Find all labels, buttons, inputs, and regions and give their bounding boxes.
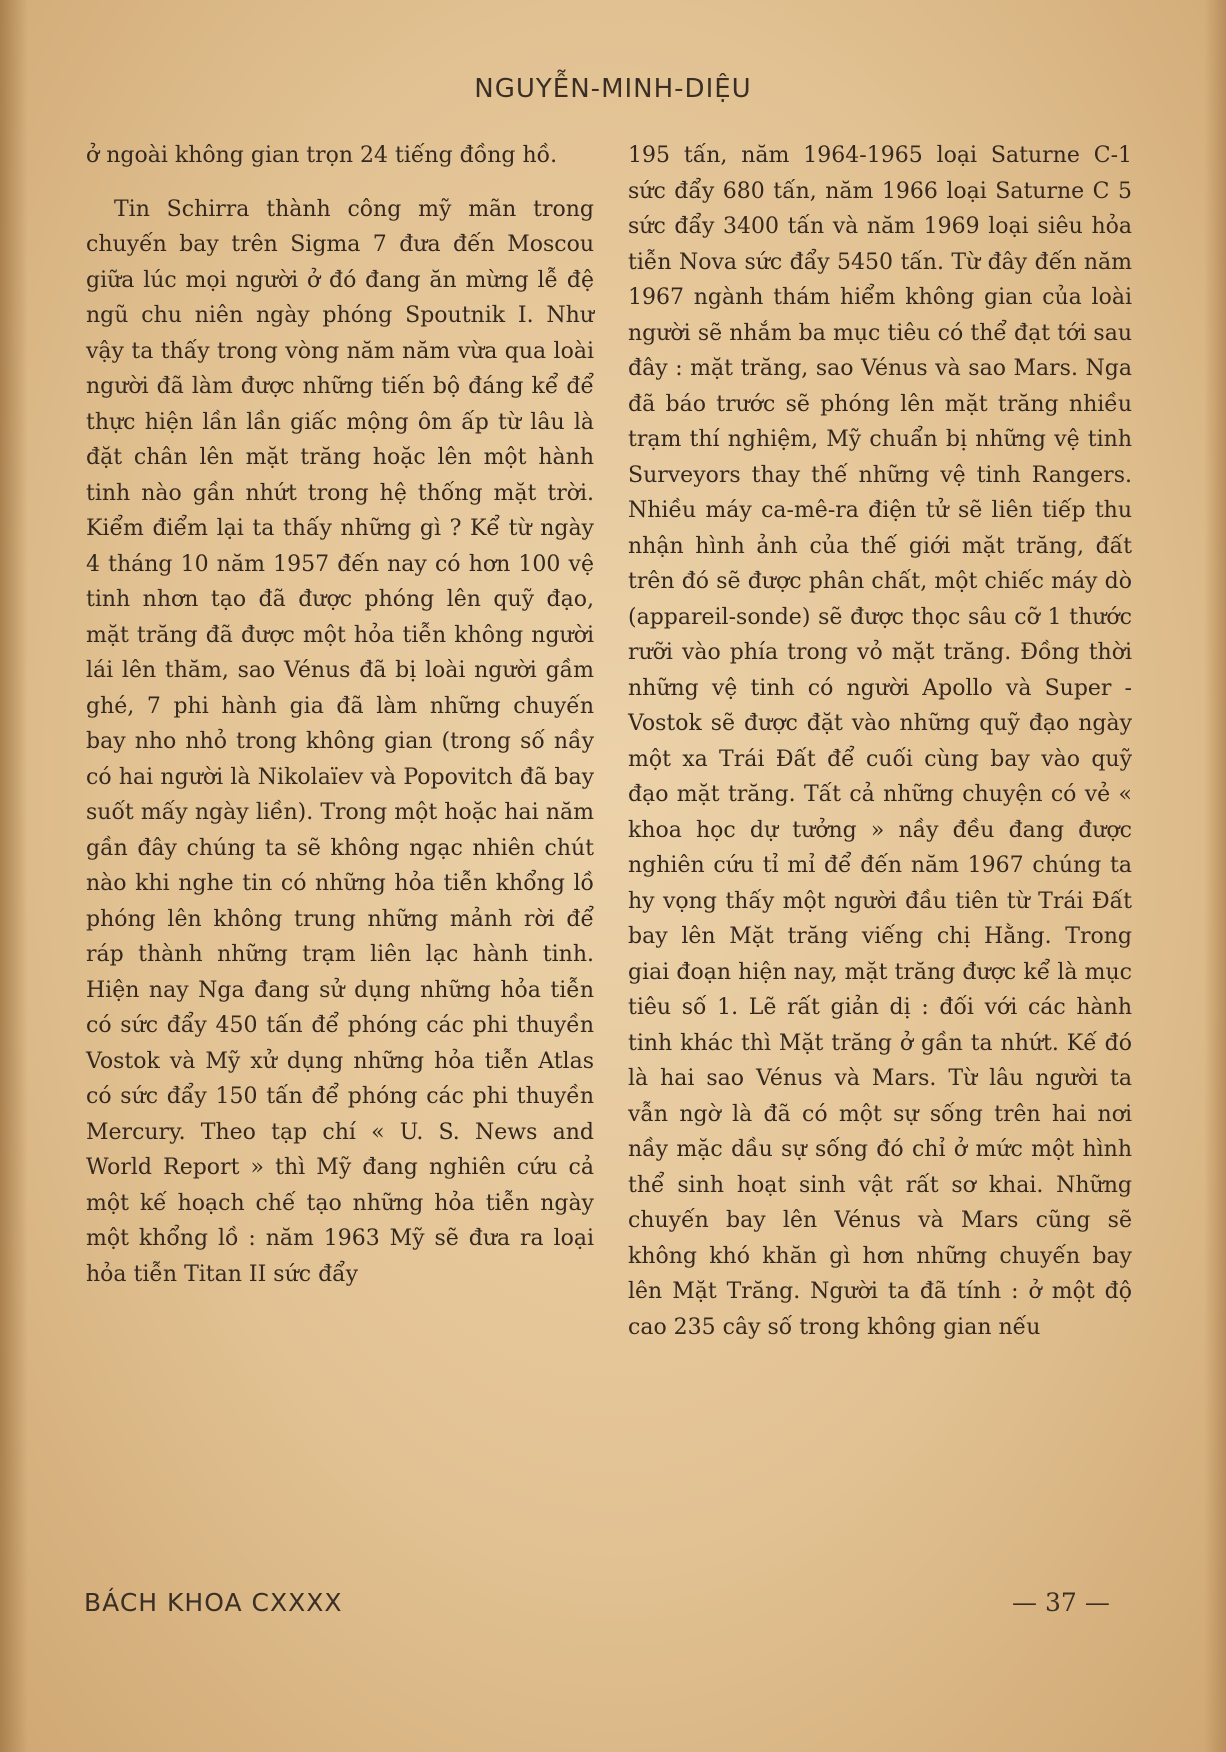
publication-footer: BÁCH KHOA CXXXX bbox=[84, 1588, 343, 1617]
dash-right: — bbox=[1084, 1588, 1110, 1617]
page-number: 37 bbox=[1045, 1588, 1077, 1617]
dash-left: — bbox=[1012, 1588, 1037, 1617]
left-column bbox=[86, 138, 594, 1292]
left-paragraph-1: ở ngoài không gian trọn 24 tiếng đồng hồ. bbox=[86, 143, 558, 168]
left-paragraph-2: Tin Schirra thành công mỹ mãn trong chuyến bay trên Sigma 7 đưa đến Moscou giữa lúc mọi người ở đó đang ăn mừng lễ đệ ngũ chu niên ngày phóng Spoutnik I. Như vậy ta thấy trong vòng năm năm vừa qua loài người đã làm được những tiến bộ đáng kể để thực hiện lần lần giấc mộng ôm ấp từ lâu là đặt chân lên mặt trăng hoặc lên một hành tinh nào gần nhứt trong hệ thống mặt trời. Kiểm điểm lại ta thấy những gì ? Kể từ ngày 4 tháng 10 năm 1957 đến nay có hơn 100 vệ tinh nhơn tạo đã được phóng lên quỹ đạo, mặt trăng đã được một hỏa tiễn không người lái lên thăm, sao Vénus đã bị loài người gầm ghé, 7 phi hành gia đã làm những chuyến bay nho nhỏ trong không gian (trong số nầy có hai người là Nikolaïev và Popovitch đã bay suốt mấy ngày liền). Trong một hoặc hai năm gần đây chúng ta sẽ không ngạc nhiên chút nào khi nghe tin có những hỏa tiễn khổng lồ phóng lên không trung những mảnh rời để ráp thành những trạm liên lạc hành tinh. Hiện nay Nga đang sử dụng những hỏa tiễn có sức đẩy 450 tấn để phóng các phi thuyền Vostok và Mỹ xử dụng những hỏa tiễn Atlas có sức đẩy 150 tấn để phóng các phi thuyền Mercury. Theo tạp chí « U. S. News and World Report » thì Mỹ đang nghiên cứu cả một kế hoạch chế tạo những hỏa tiễn ngày một khổng lồ : năm 1963 Mỹ sẽ đưa ra loại hỏa tiễn Titan II sức đẩy bbox=[86, 196, 594, 1287]
right-column bbox=[628, 138, 1132, 1345]
running-title: NGUYỄN-MINH-DIỆU bbox=[474, 74, 752, 104]
right-paragraph-1: 195 tấn, năm 1964-1965 loại Saturne C-1 sức đẩy 680 tấn, năm 1966 loại Saturne C 5 sức đẩy 3400 tấn và năm 1969 loại siêu hỏa tiễn Nova sức đẩy 5450 tấn. Từ đây đến năm 1967 ngành thám hiểm không gian của loài người sẽ nhắm ba mục tiêu có thể đạt tới sau đây : mặt trăng, sao Vénus và sao Mars. Nga đã báo trước sẽ phóng lên mặt trăng nhiều trạm thí nghiệm, Mỹ chuẩn bị những vệ tinh Surveyors thay thế những vệ tinh Rangers. Nhiều máy ca-mê-ra điện tử sẽ liên tiếp thu nhận hình ảnh của thế giới mặt trăng, đất trên đó sẽ được phân chất, một chiếc máy dò (appareil-sonde) sẽ được thọc sâu cỡ 1 thước rưỡi vào phía trong vỏ mặt trăng. Đồng thời những vệ tinh có người Apollo và Super - Vostok sẽ được đặt vào những quỹ đạo ngày một xa Trái Đất để cuối cùng bay vào quỹ đạo mặt trăng. Tất cả những chuyện có vẻ « khoa học dự tưởng » nầy đều đang được nghiên cứu tỉ mỉ để đến năm 1967 chúng ta hy vọng thấy một người đầu tiên từ Trái Đất bay lên Mặt trăng viếng chị Hằng. Trong giai đoạn hiện nay, mặt trăng được kể là mục tiêu số 1. Lẽ rất giản dị : đối với các hành tinh khác thì Mặt trăng ở gần ta nhứt. Kế đó là hai sao Vénus và Mars. Từ lâu người ta vẫn ngờ là đã có một sự sống trên hai nơi nầy mặc dầu sự sống đó chỉ ở mức một hình thể sinh hoạt sinh vật rất sơ khai. Những chuyến bay lên Vénus và Mars cũng sẽ không khó khăn gì hơn những chuyến bay lên Mặt Trăng. Người ta đã tính : ở một độ cao 235 cây số trong không gian nếu bbox=[628, 143, 1132, 1340]
page-number-footer bbox=[1004, 1588, 1118, 1617]
